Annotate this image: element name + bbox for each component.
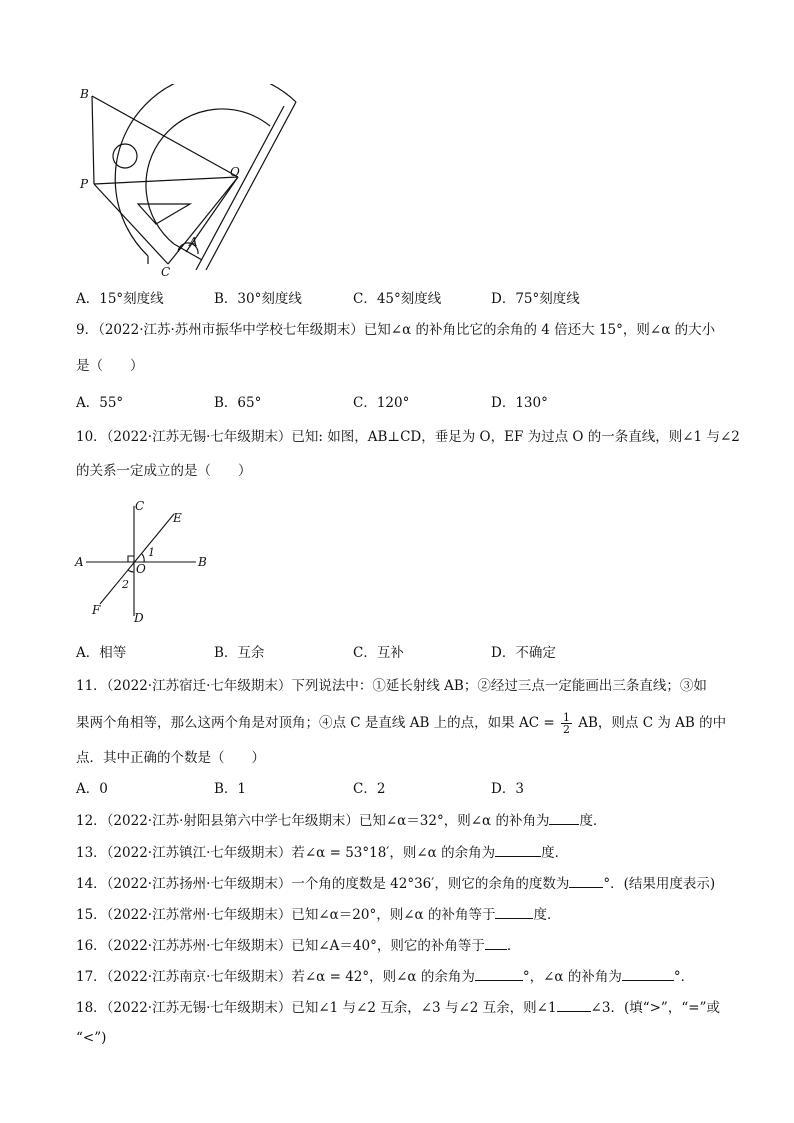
protractor-figure <box>78 84 300 278</box>
q15-text: 15．（2022·江苏常州·七年级期末）已知∠α＝20°，则∠α 的补角等于 度． <box>76 904 560 925</box>
q11-line2-post: AB，则点 C 为 AB 的中 <box>578 715 727 731</box>
label-a: A <box>75 555 84 569</box>
q8-option-a[interactable]: A．15°刻度线 <box>76 291 164 307</box>
q10-option-c[interactable]: C．互补 <box>353 645 404 661</box>
q9-option-c[interactable]: C．120° <box>353 395 410 411</box>
q11-text-line3: 点．其中正确的个数是（ ） <box>76 750 265 766</box>
perpendicular-lines-figure <box>72 496 222 628</box>
q10-option-d[interactable]: D．不确定 <box>491 645 556 661</box>
label-a: A <box>189 235 198 249</box>
q16-text: 16．（2022·江苏苏州·七年级期末）已知∠A＝40°，则它的补角等于 ． <box>76 935 520 956</box>
label-c: C <box>135 499 145 513</box>
protractor-inner-edge <box>196 106 284 270</box>
q8-option-c[interactable]: C．45°刻度线 <box>353 291 442 307</box>
q9-text-line2: 是（ ） <box>76 358 144 374</box>
fraction-numerator: 1 <box>562 711 570 724</box>
label-p: P <box>80 177 89 191</box>
label-o: O <box>230 165 240 179</box>
q9-text-line1: 9．（2022·江苏·苏州市振华中学校七年级期末）已知∠α 的补角比它的余角的 4 倍还大 15°，则∠α 的大小 <box>76 322 716 338</box>
label-o: O <box>136 562 146 576</box>
protractor-straight-edge <box>206 102 296 270</box>
label-e: E <box>173 511 182 525</box>
q10-option-b[interactable]: B．互余 <box>214 645 265 661</box>
label-f: F <box>92 603 101 617</box>
q14-text: 14．（2022·江苏扬州·七年级期末）一个角的度数是 42°36′，则它的余角的度数为 °．(结果用度表示) <box>76 873 715 894</box>
q11-option-b[interactable]: B．1 <box>214 781 247 797</box>
angle-1-label: 1 <box>148 546 155 559</box>
q11-line2-pre: 果两个角相等，那么这两个角是对顶角；④点 C 是直线 AB 上的点，如果 AC = <box>76 715 555 731</box>
q11-option-d[interactable]: D．3 <box>491 781 524 797</box>
q18-text-line2: “<”) <box>76 1030 107 1046</box>
q9-option-a[interactable]: A．55° <box>76 395 124 411</box>
protractor-outer-arc <box>115 84 296 256</box>
q8-option-b[interactable]: B．30°刻度线 <box>214 291 302 307</box>
label-b: B <box>80 87 89 101</box>
right-angle-mark <box>128 556 134 562</box>
q11-option-c[interactable]: C．2 <box>353 781 386 797</box>
q9-option-d[interactable]: D．130° <box>491 395 548 411</box>
q16-answer-blank[interactable] <box>485 935 507 950</box>
q17-answer-blank-2[interactable] <box>622 966 674 981</box>
q18-answer-blank[interactable] <box>557 997 591 1012</box>
q8-option-d[interactable]: D．75°刻度线 <box>491 291 580 307</box>
q12-text: 12．（2022·江苏·射阳县第六中学七年级期末）已知∠α＝32°，则∠α 的补角为 度． <box>76 810 606 831</box>
q17-answer-blank-1[interactable] <box>475 966 523 981</box>
q17-text: 17．（2022·江苏南京·七年级期末）若∠α = 42°，则∠α 的余角为 °，∠α 的补角为 °． <box>76 966 694 987</box>
q11-text-line1: 11．（2022·江苏宿迁·七年级期末）下列说法中：①延长射线 AB；②经过三点一定能画出三条直线；③如 <box>76 678 707 694</box>
q11-option-a[interactable]: A．0 <box>76 781 108 797</box>
protractor-inner-arc <box>146 109 270 244</box>
segment-bp <box>92 96 94 184</box>
label-d: D <box>134 611 144 625</box>
angle-2-label: 2 <box>122 578 129 591</box>
q13-answer-blank[interactable] <box>495 842 541 857</box>
q14-answer-blank[interactable] <box>569 873 603 888</box>
label-c: C <box>161 265 171 278</box>
small-triangle <box>138 204 190 224</box>
q9-option-b[interactable]: B．65° <box>214 395 262 411</box>
segment-bo <box>92 96 238 177</box>
q10-text-line1: 10．（2022·江苏无锡·七年级期末）已知: 如图，AB⊥CD，垂足为 O，EF 为过点 O 的一条直线，则∠1 与∠2 <box>76 429 740 445</box>
one-half-fraction <box>561 712 572 735</box>
line-ef <box>100 514 174 604</box>
fraction-denominator: 2 <box>562 723 570 736</box>
q10-option-a[interactable]: A．相等 <box>76 645 127 661</box>
q15-answer-blank[interactable] <box>495 904 533 919</box>
label-b: B <box>198 555 207 569</box>
q18-text-line1: 18．（2022·江苏无锡·七年级期末）已知∠1 与∠2 互余，∠3 与∠2 互余，则∠1 ∠3．(填“>”，“=”或 <box>76 997 720 1018</box>
q13-text: 13．（2022·江苏镇江·七年级期末）若∠α = 53°18′，则∠α 的余角为 度． <box>76 842 568 863</box>
q12-answer-blank[interactable] <box>549 810 579 825</box>
q10-text-line2: 的关系一定成立的是（ ） <box>76 463 252 479</box>
q11-text-line2 <box>76 712 726 735</box>
